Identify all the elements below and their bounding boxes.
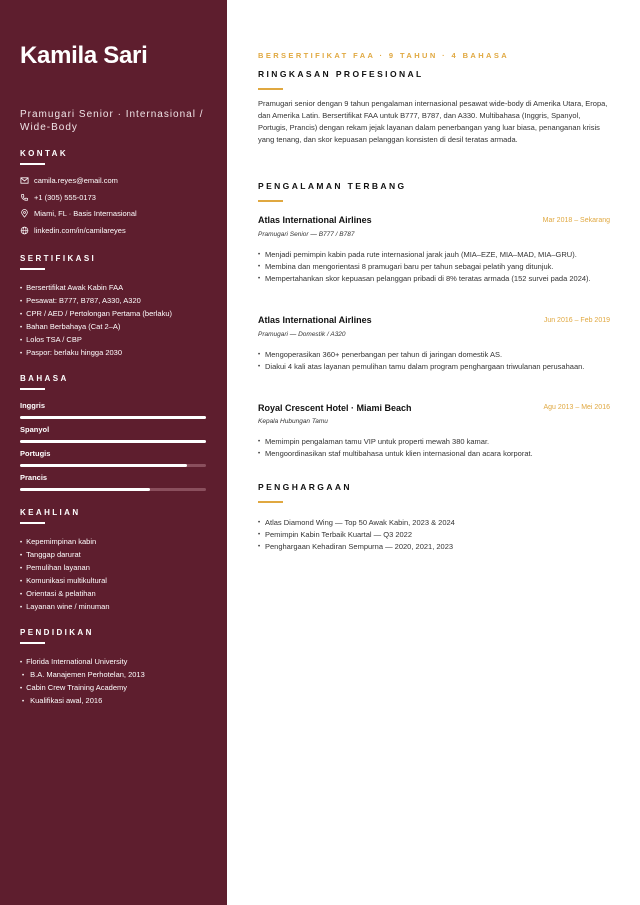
job-bullet: • Membina dan mengorientasi 8 pramugari baru per tahun sebagai pelatih yang ditunjuk. [258, 261, 610, 273]
certification-item: • Lolos TSA / CBP [20, 334, 172, 347]
job-dates: Agu 2013 – Mei 2016 [543, 404, 610, 411]
job-dates: Jun 2016 – Feb 2019 [543, 317, 610, 324]
job-bullet: • Diakui 4 kali atas layanan pemulihan tamu dalam program penghargaan triwulanan perusahaan. [258, 361, 610, 373]
certifications-rule [20, 268, 45, 270]
job-company: Royal Crescent Hotel · Miami Beach [258, 403, 412, 413]
language-level-track [20, 488, 206, 491]
language-name: Inggris [20, 401, 46, 410]
language-name: Prancis [20, 473, 48, 482]
job-role: Pramugari Senior — B777 / B787 [258, 231, 355, 238]
job-dates: Mar 2018 – Sekarang [542, 217, 610, 224]
job-role: Kepala Hubungan Tamu [258, 418, 328, 425]
job-bullet: • Memimpin pengalaman tamu VIP untuk properti mewah 380 kamar. [258, 436, 610, 448]
job-company: Atlas International Airlines [258, 315, 372, 325]
education-item: • B.A. Manajemen Perhotelan, 2013 [20, 669, 145, 682]
language-item [20, 473, 206, 491]
contact-phone-text: +1 (305) 555-0173 [34, 193, 96, 202]
contact-linkedin-text: linkedin.com/in/camilareyes [34, 226, 126, 235]
headline-tagline: BERSERTIFIKAT FAA · 9 TAHUN · 4 BAHASA [258, 51, 510, 60]
job-bullet: • Mengoordinasikan staf multibahasa untuk klien internasional dan acara korporat. [258, 448, 610, 460]
job-role: Pramugari — Domestik / A320 [258, 331, 346, 338]
experience-rule [258, 200, 283, 202]
skill-item: • Kepemimpinan kabin [20, 536, 110, 549]
language-level-bar [20, 416, 206, 419]
language-level-track [20, 440, 206, 443]
experience-heading: PENGALAMAN TERBANG [258, 181, 407, 191]
location-pin-icon [20, 209, 29, 218]
contact-email-text: camila.reyes@email.com [34, 176, 118, 185]
mail-icon [20, 176, 29, 185]
summary-text: Pramugari senior dengan 9 tahun pengalaman internasional pesawat wide-body di Amerika Utara, Eropa, dan Amerika Latin. Bersertifikat FAA untuk B777, B787, dan A330. Multibahasa (Inggris, Spanyol, Portugis, Prancis) dengan rekam jejak layanan dalam penerbangan yang luar biasa, penanganan krisis yang tenang, dan skor kepuasan pelanggan konsisten di desil teratas armada. [258, 99, 608, 144]
contact-location-text: Miami, FL · Basis Internasional [34, 209, 137, 218]
contact-email[interactable] [20, 176, 118, 185]
language-name: Portugis [20, 449, 51, 458]
award-item: • Atlas Diamond Wing — Top 50 Awak Kabin, 2023 & 2024 [258, 517, 610, 529]
certifications-heading: SERTIFIKASI [20, 254, 97, 263]
certification-item: • CPR / AED / Pertolongan Pertama (berlaku) [20, 308, 172, 321]
summary-rule [258, 88, 283, 90]
language-level-track [20, 464, 206, 467]
contact-linkedin[interactable] [20, 226, 126, 235]
job-bullets [258, 436, 610, 460]
contact-rule [20, 163, 45, 165]
awards-heading: PENGHARGAAN [258, 482, 352, 492]
certification-item: • Paspor: berlaku hingga 2030 [20, 347, 172, 360]
education-list [20, 656, 145, 708]
job-bullet: • Mengoperasikan 360+ penerbangan per tahun di jaringan domestik AS. [258, 349, 610, 361]
skill-item: • Komunikasi multikultural [20, 575, 110, 588]
skills-rule [20, 522, 45, 524]
languages-rule [20, 388, 45, 390]
awards-list [258, 517, 610, 553]
skill-item: • Orientasi & pelatihan [20, 588, 110, 601]
award-item: • Pemimpin Kabin Terbaik Kuartal — Q3 2022 [258, 529, 610, 541]
skill-item: • Layanan wine / minuman [20, 601, 110, 614]
job-company: Atlas International Airlines [258, 215, 372, 225]
job-bullet: • Mempertahankan skor kepuasan pelanggan pribadi di 8% teratas armada (152 survei pada 2024). [258, 273, 610, 285]
education-heading: PENDIDIKAN [20, 628, 94, 637]
certifications-list [20, 282, 172, 360]
certification-item: • Bersertifikat Awak Kabin FAA [20, 282, 172, 295]
language-level-bar [20, 464, 187, 467]
candidate-name: Kamila Sari [20, 42, 148, 69]
language-level-track [20, 416, 206, 419]
skills-heading: KEAHLIAN [20, 508, 81, 517]
language-item [20, 401, 206, 419]
languages-heading: BAHASA [20, 374, 69, 383]
education-item: • Cabin Crew Training Academy [20, 682, 145, 695]
job-bullets [258, 349, 610, 373]
contact-location [20, 209, 137, 218]
contact-phone[interactable] [20, 193, 96, 202]
skill-item: • Pemulihan layanan [20, 562, 110, 575]
job-bullet: • Menjadi pemimpin kabin pada rute internasional jarak jauh (MIA–EZE, MIA–MAD, MIA–GRU). [258, 249, 610, 261]
education-item: • Florida International University [20, 656, 145, 669]
language-item [20, 425, 206, 443]
summary-heading: RINGKASAN PROFESIONAL [258, 69, 424, 79]
globe-icon [20, 226, 29, 235]
candidate-title: Pramugari Senior · Internasional / Wide-Body [20, 109, 204, 133]
language-level-bar [20, 440, 206, 443]
phone-icon [20, 193, 29, 202]
sidebar [0, 0, 227, 905]
contact-heading: KONTAK [20, 149, 69, 158]
education-rule [20, 642, 45, 644]
job-bullets [258, 249, 610, 285]
skill-item: • Tanggap darurat [20, 549, 110, 562]
certification-item: • Pesawat: B777, B787, A330, A320 [20, 295, 172, 308]
award-item: • Penghargaan Kehadiran Sempurna — 2020, 2021, 2023 [258, 541, 610, 553]
certification-item: • Bahan Berbahaya (Cat 2–A) [20, 321, 172, 334]
language-item [20, 449, 206, 467]
education-item: • Kualifikasi awal, 2016 [20, 695, 145, 708]
skills-list [20, 536, 110, 614]
language-name: Spanyol [20, 425, 50, 434]
language-level-bar [20, 488, 150, 491]
awards-rule [258, 501, 283, 503]
